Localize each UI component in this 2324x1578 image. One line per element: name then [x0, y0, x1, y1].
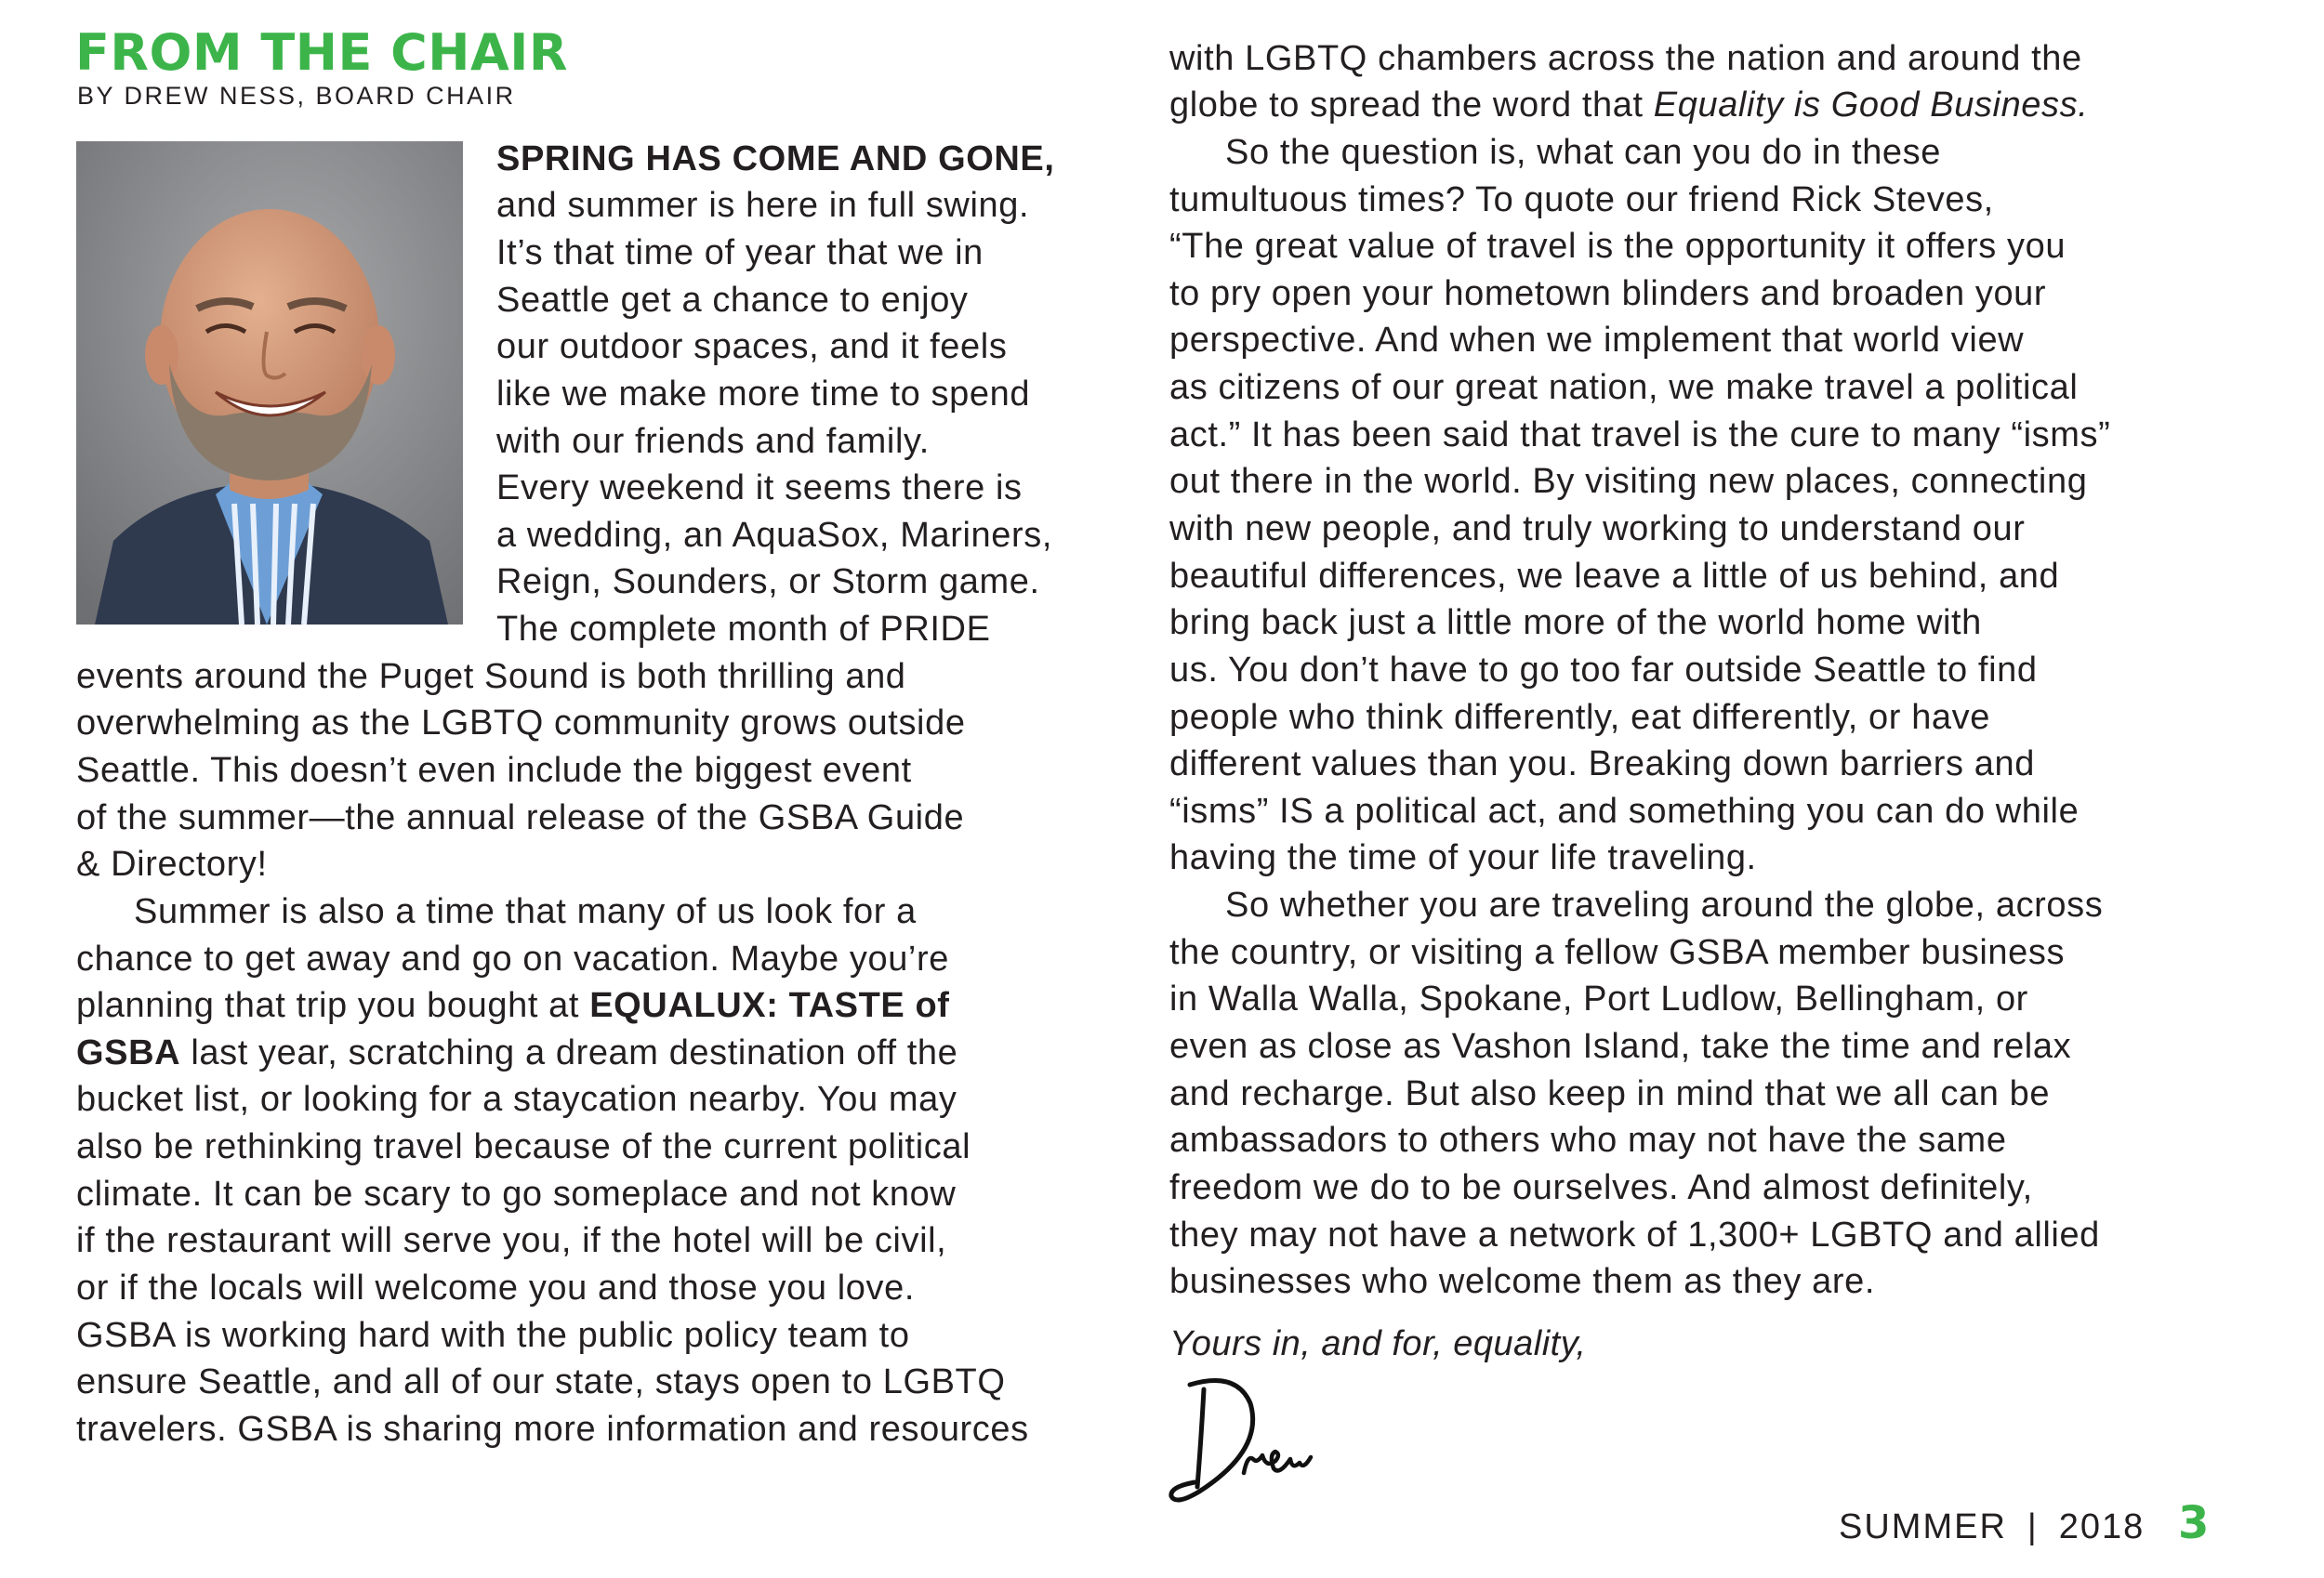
text-line: Seattle. This doesn’t even include the biggest event — [76, 751, 912, 790]
text-line: events around the Puget Sound is both thrilling and — [76, 657, 906, 696]
text-line: if the restaurant will serve you, if the hotel will be civil, — [76, 1221, 947, 1260]
text-line: like we make more time to spend — [496, 375, 1031, 414]
text-line: our outdoor spaces, and it feels — [496, 327, 1008, 366]
text-line: Seattle get a chance to enjoy — [496, 281, 969, 320]
article-title: FROM THE CHAIR — [75, 23, 568, 82]
text-line: beautiful differences, we leave a little of us behind, and — [1169, 557, 2060, 596]
text-line: So the question is, what can you do in these — [1225, 133, 1941, 172]
text-line: Every weekend it seems there is — [496, 468, 1023, 507]
text-line: and recharge. But also keep in mind that we all can be — [1169, 1074, 2051, 1113]
text-line: as citizens of our great nation, we make travel a political — [1169, 368, 2079, 407]
text-line: different values than you. Breaking down barriers and — [1169, 744, 2035, 783]
text-line: having the time of your life traveling. — [1169, 838, 1757, 877]
text-line: So whether you are traveling around the globe, across — [1225, 886, 2104, 925]
text-line: even as close as Vashon Island, take the time and relax — [1169, 1027, 2072, 1066]
text-line: Reign, Sounders, or Storm game. — [496, 562, 1040, 601]
text-line: climate. It can be scary to go someplace and not know — [76, 1175, 957, 1214]
text-line: chance to get away and go on vacation. Maybe you’re — [76, 940, 949, 979]
text-line: bucket list, or looking for a staycation nearby. You may — [76, 1080, 957, 1119]
text-line: a wedding, an AquaSox, Mariners, — [496, 516, 1052, 555]
text-line: freedom we do to be ourselves. And almost definitely, — [1169, 1168, 2033, 1207]
text-line: The complete month of PRIDE — [496, 610, 991, 649]
text-line: globe to spread the word that Equality is Good Business. — [1169, 85, 2089, 125]
text-line: or if the locals will welcome you and those you love. — [76, 1269, 916, 1308]
text-line: us. You don’t have to go too far outside Seattle to find — [1169, 651, 2038, 690]
text-line: bring back just a little more of the world home with — [1169, 603, 1982, 642]
text-line: ambassadors to others who may not have the same — [1169, 1121, 2007, 1160]
text-line: perspective. And when we implement that world view — [1169, 321, 2025, 360]
text-line: in Walla Walla, Spokane, Port Ludlow, Bellingham, or — [1169, 980, 2028, 1019]
text-line: with LGBTQ chambers across the nation and around the — [1169, 39, 2082, 78]
text-line: SPRING HAS COME AND GONE, — [496, 139, 1055, 178]
text-line: & Directory! — [76, 845, 268, 884]
footer-separator: | — [2027, 1507, 2039, 1546]
text-line: they may not have a network of 1,300+ LGBTQ and allied — [1169, 1216, 2100, 1255]
text-line: overwhelming as the LGBTQ community grows outside — [76, 704, 966, 743]
footer-season: SUMMER — [1839, 1507, 2007, 1546]
text-line: ensure Seattle, and all of our state, stays open to LGBTQ — [76, 1362, 1006, 1401]
text-line: and summer is here in full swing. — [496, 186, 1030, 225]
text-line: businesses who welcome them as they are. — [1169, 1262, 1876, 1301]
text-line: “isms” IS a political act, and something you can do while — [1169, 792, 2080, 831]
text-line: to pry open your hometown blinders and broaden your — [1169, 274, 2047, 313]
text-line: planning that trip you bought at EQUALUX: TASTE of — [76, 986, 950, 1025]
signoff: Yours in, and for, equality, — [1169, 1324, 1587, 1363]
text-line: GSBA is working hard with the public policy team to — [76, 1316, 910, 1355]
text-line: GSBA last year, scratching a dream destination off the — [76, 1033, 958, 1072]
text-line: with our friends and family. — [496, 422, 930, 461]
text-line: people who think differently, eat differently, or have — [1169, 698, 1991, 737]
signature-image — [1162, 1366, 1348, 1515]
text-line: travelers. GSBA is sharing more information and resources — [76, 1410, 1029, 1449]
text-line: of the summer—the annual release of the GSBA Guide — [76, 798, 965, 837]
text-line: act.” It has been said that travel is the cure to many “isms” — [1169, 415, 2111, 454]
text-line: “The great value of travel is the opportunity it offers you — [1169, 227, 2067, 266]
text-line: It’s that time of year that we in — [496, 233, 984, 272]
text-line: tumultuous times? To quote our friend Rick Steves, — [1169, 180, 1994, 219]
text-line: the country, or visiting a fellow GSBA member business — [1169, 933, 2066, 972]
page-number: 3 — [2178, 1497, 2210, 1549]
text-line: with new people, and truly working to understand our — [1169, 509, 2026, 548]
article-byline: BY DREW NESS, BOARD CHAIR — [77, 82, 516, 110]
text-line: also be rethinking travel because of the current political — [76, 1127, 971, 1166]
text-line: Summer is also a time that many of us look for a — [134, 892, 917, 931]
footer-year: 2018 — [2058, 1507, 2146, 1546]
text-line: out there in the world. By visiting new places, connecting — [1169, 462, 2088, 501]
page-footer — [1839, 1507, 2145, 1547]
